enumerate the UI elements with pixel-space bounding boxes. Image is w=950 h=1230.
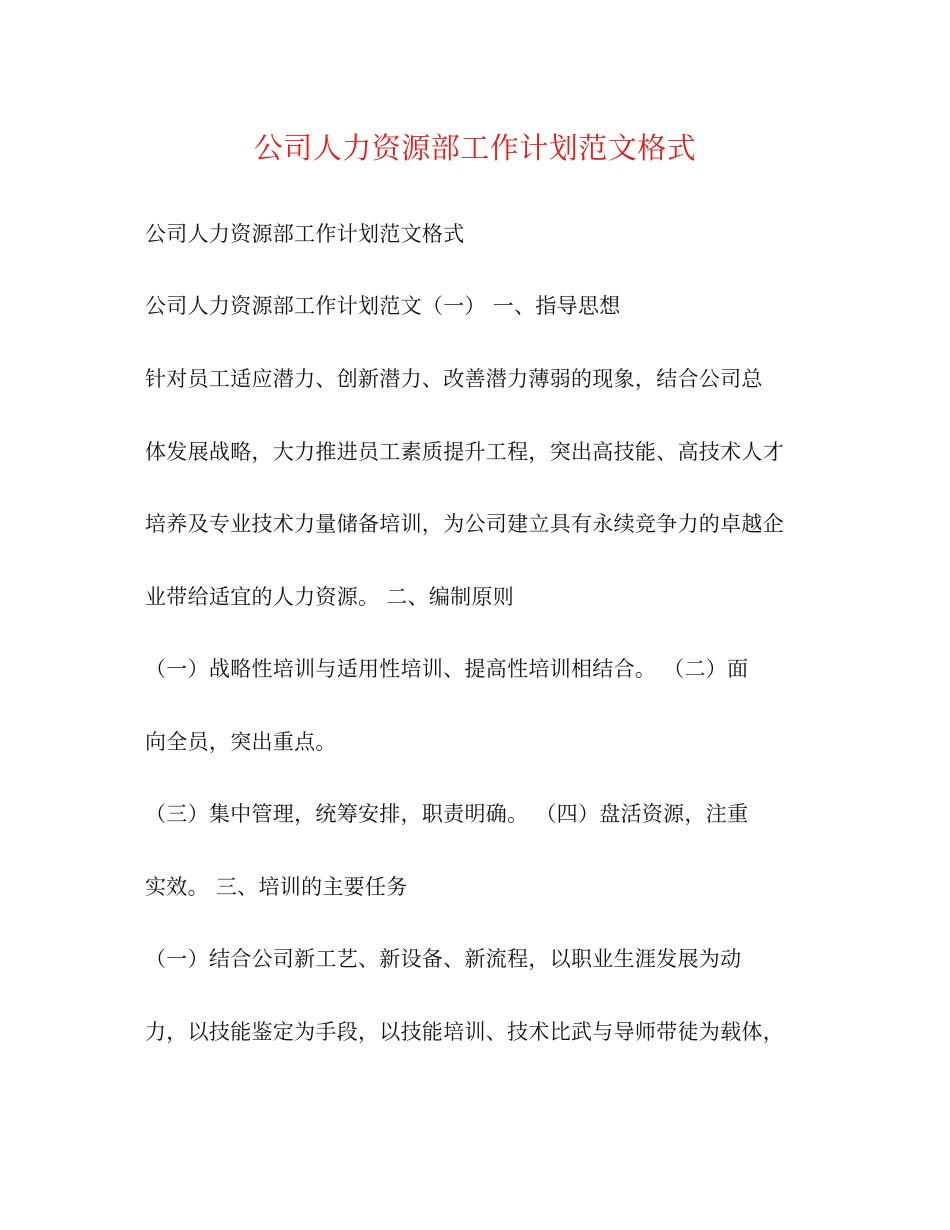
text-line: 业带给适宜的人力资源。 二、编制原则	[145, 585, 515, 609]
text-line: 向全员，突出重点。	[145, 730, 337, 754]
text-line: 实效。 三、培训的主要任务	[145, 875, 408, 899]
text-line: 公司人力资源部工作计划范文（一） 一、指导思想	[145, 294, 621, 318]
text-line: 力，以技能鉴定为手段，以技能培训、技术比武与导师带徒为载体，	[145, 1020, 784, 1044]
text-line: 体发展战略，大力推进员工素质提升工程，突出高技能、高技术人才	[145, 440, 784, 464]
text-line: 培养及专业技术力量储备培训，为公司建立具有永续竞争力的卓越企	[145, 512, 784, 536]
text-line: （一）结合公司新工艺、新设备、新流程，以职业生涯发展为动	[145, 947, 742, 971]
text-line: （一）战略性培训与适用性培训、提高性培训相结合。 （二）面	[145, 657, 749, 681]
text-line: 针对员工适应潜力、创新潜力、改善潜力薄弱的现象，结合公司总	[145, 367, 763, 391]
document-title: 公司人力资源部工作计划范文格式	[253, 131, 697, 165]
text-line: （三）集中管理，统筹安排，职责明确。 （四）盘活资源，注重	[145, 802, 749, 826]
text-line: 公司人力资源部工作计划范文格式	[145, 222, 465, 246]
